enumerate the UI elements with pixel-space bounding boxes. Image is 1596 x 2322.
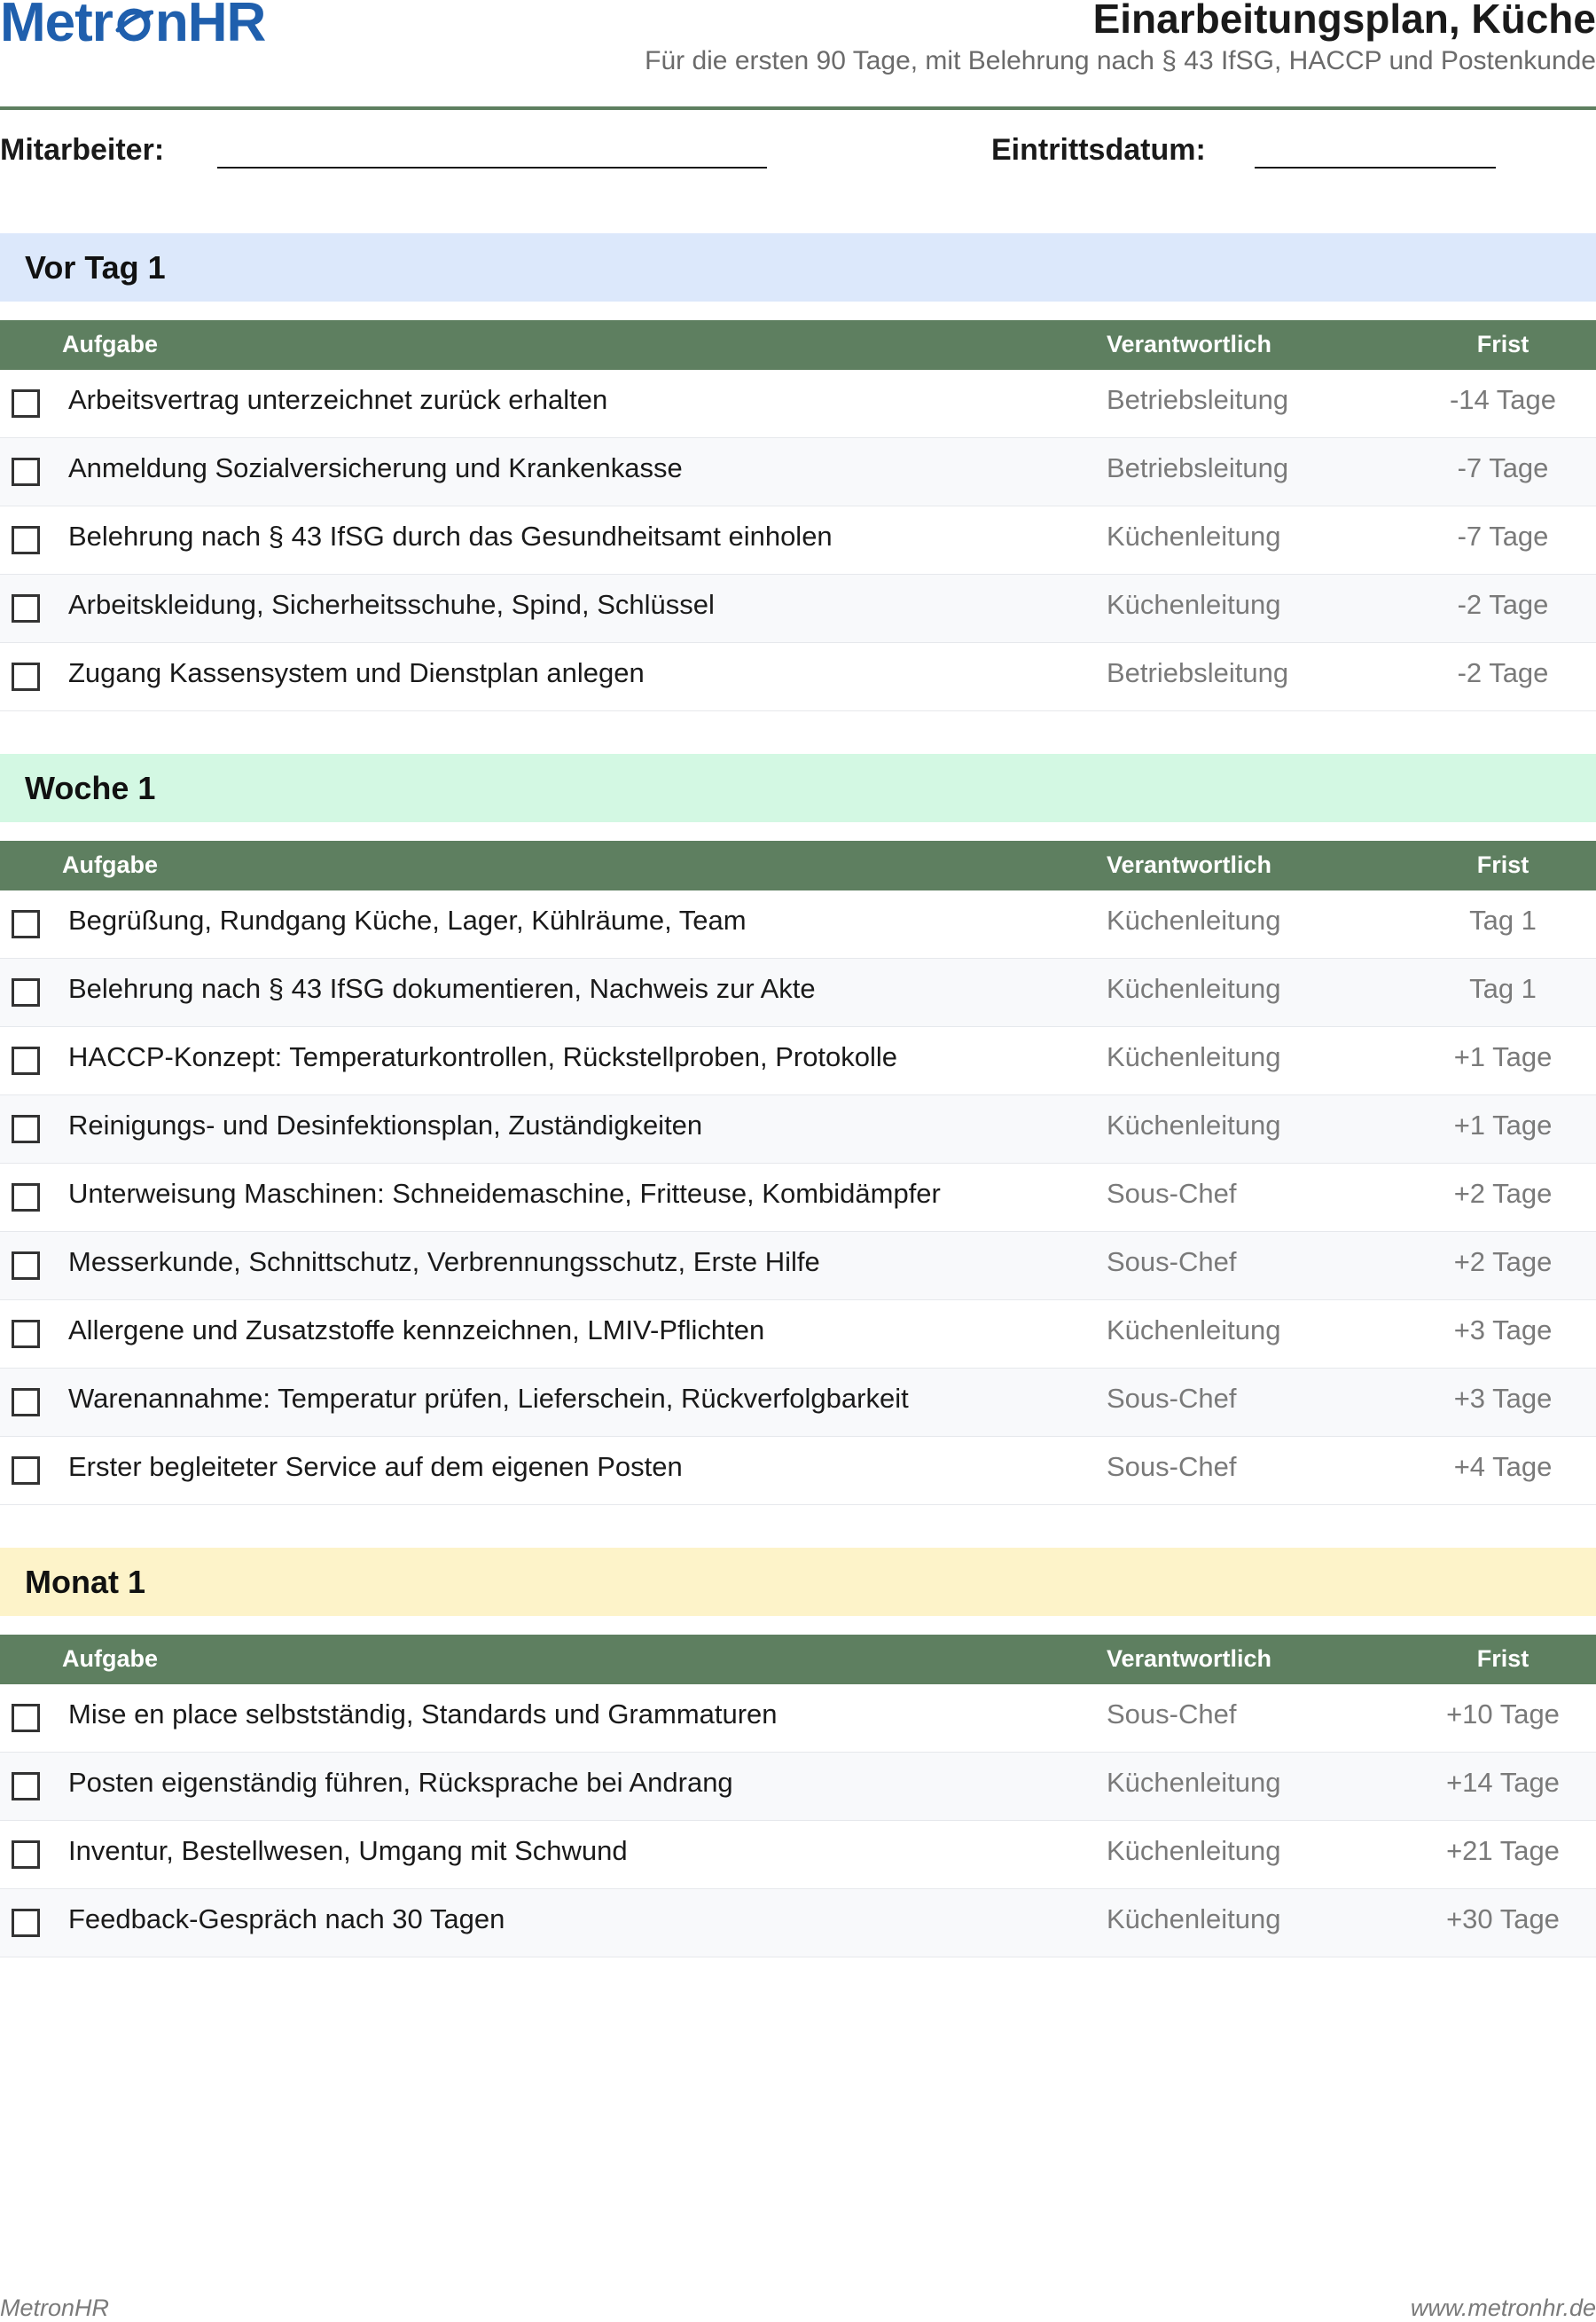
task-due: -2 Tage [1457,589,1549,620]
task-owner: Küchenleitung [1107,905,1281,936]
task-due: +30 Tage [1446,1903,1560,1934]
task-due: +3 Tage [1453,1314,1553,1345]
start-date-label: Eintrittsdatum: [991,133,1206,167]
task-text: Feedback-Gespräch nach 30 Tagen [68,1903,505,1934]
task-text: Belehrung nach § 43 IfSG dokumentieren, Nachweis zur Akte [68,973,816,1004]
table-row [0,1164,1596,1232]
task-checkbox[interactable] [12,1047,40,1075]
table-row [0,506,1596,575]
task-checkbox[interactable] [12,1456,40,1485]
table-row [0,643,1596,711]
table-row [0,1684,1596,1753]
document-title: Einarbeitungsplan, Küche [1092,0,1596,42]
task-text: Messerkunde, Schnittschutz, Verbrennungsschutz, Erste Hilfe [68,1246,820,1277]
employee-fields [0,133,1596,174]
table-row [0,1027,1596,1095]
table-row [0,1753,1596,1821]
task-due: +14 Tage [1446,1767,1560,1798]
employee-label: Mitarbeiter: [0,133,165,167]
table-header [0,320,1596,370]
task-checkbox[interactable] [12,1704,40,1732]
task-due: +1 Tage [1453,1110,1553,1141]
task-owner: Sous-Chef [1107,1178,1237,1209]
column-header-task: Aufgabe [62,851,158,878]
task-checkbox[interactable] [12,1388,40,1416]
footer-brand: MetronHR [0,2295,110,2321]
task-checkbox[interactable] [12,1115,40,1143]
task-text: Anmeldung Sozialversicherung und Krankenkasse [68,452,683,483]
task-due: +21 Tage [1446,1835,1560,1866]
column-header-owner: Verantwortlich [1107,331,1272,357]
task-due: +2 Tage [1453,1246,1553,1277]
table-row [0,438,1596,506]
task-owner: Küchenleitung [1107,1110,1281,1141]
task-owner: Küchenleitung [1107,973,1281,1004]
document-header [0,0,1596,110]
task-text: Erster begleiteter Service auf dem eigenen Posten [68,1451,683,1482]
task-text: Mise en place selbstständig, Standards und Grammaturen [68,1698,778,1730]
task-checkbox[interactable] [12,526,40,554]
task-checkbox[interactable] [12,1909,40,1937]
task-due: +1 Tage [1453,1041,1553,1072]
task-checkbox[interactable] [12,1320,40,1348]
start-date-field[interactable] [1255,167,1496,169]
task-owner: Sous-Chef [1107,1451,1237,1482]
section-title: Monat 1 [0,1548,1596,1616]
section-1 [0,233,1596,711]
table-header [0,1635,1596,1684]
task-owner: Küchenleitung [1107,589,1281,620]
task-owner: Küchenleitung [1107,1835,1281,1866]
task-owner: Sous-Chef [1107,1246,1237,1277]
document-subtitle: Für die ersten 90 Tage, mit Belehrung nach § 43 IfSG, HACCP und Postenkunde [645,46,1596,75]
table-row [0,1095,1596,1164]
task-text: Zugang Kassensystem und Dienstplan anlegen [68,657,645,688]
column-header-due: Frist [1476,851,1530,878]
table-header [0,841,1596,890]
column-header-due: Frist [1476,331,1530,357]
section-3 [0,1548,1596,1957]
task-owner: Küchenleitung [1107,1903,1281,1934]
employee-name-field[interactable] [217,167,767,169]
table-row [0,1889,1596,1957]
task-text: HACCP-Konzept: Temperaturkontrollen, Rückstellproben, Protokolle [68,1041,898,1072]
section-title: Woche 1 [0,754,1596,822]
task-owner: Betriebsleitung [1107,384,1289,415]
task-text: Arbeitskleidung, Sicherheitsschuhe, Spind, Schlüssel [68,589,715,620]
footer-website[interactable]: www.metronhr.de [1410,2295,1596,2321]
task-text: Begrüßung, Rundgang Küche, Lager, Kühlräume, Team [68,905,747,936]
section-title: Vor Tag 1 [0,233,1596,302]
task-owner: Küchenleitung [1107,1767,1281,1798]
task-due: +2 Tage [1453,1178,1553,1209]
table-row [0,1437,1596,1505]
task-due: -7 Tage [1457,452,1549,483]
task-text: Arbeitsvertrag unterzeichnet zurück erhalten [68,384,608,415]
task-checkbox[interactable] [12,910,40,938]
task-owner: Betriebsleitung [1107,452,1289,483]
task-checkbox[interactable] [12,389,40,418]
task-text: Reinigungs- und Desinfektionsplan, Zuständigkeiten [68,1110,703,1141]
task-checkbox[interactable] [12,594,40,623]
table-row [0,1369,1596,1437]
task-owner: Küchenleitung [1107,521,1281,552]
task-checkbox[interactable] [12,978,40,1007]
column-header-task: Aufgabe [62,331,158,357]
task-text: Allergene und Zusatzstoffe kennzeichnen, LMIV-Pflichten [68,1314,765,1345]
task-owner: Küchenleitung [1107,1314,1281,1345]
logo-text-start: Metr [0,0,113,53]
table-row [0,575,1596,643]
metronhr-logo [0,0,265,51]
task-due: -7 Tage [1457,521,1549,552]
task-text: Belehrung nach § 43 IfSG durch das Gesundheitsamt einholen [68,521,833,552]
task-text: Unterweisung Maschinen: Schneidemaschine, Fritteuse, Kombidämpfer [68,1178,941,1209]
task-owner: Sous-Chef [1107,1383,1237,1414]
column-header-task: Aufgabe [62,1645,158,1672]
section-2 [0,754,1596,1505]
logo-orbit-icon [114,4,153,43]
table-row [0,1821,1596,1889]
task-text: Posten eigenständig führen, Rücksprache bei Andrang [68,1767,733,1798]
task-owner: Betriebsleitung [1107,657,1289,688]
table-row [0,1300,1596,1369]
table-row [0,1232,1596,1300]
task-due: Tag 1 [1469,905,1537,936]
task-due: -2 Tage [1457,657,1549,688]
task-due: -14 Tage [1449,384,1557,415]
column-header-owner: Verantwortlich [1107,851,1272,878]
task-checkbox[interactable] [12,458,40,486]
task-due: +4 Tage [1453,1451,1553,1482]
task-checkbox[interactable] [12,1183,40,1212]
table-row [0,890,1596,959]
column-header-owner: Verantwortlich [1107,1645,1272,1672]
task-due: +3 Tage [1453,1383,1553,1414]
task-checkbox[interactable] [12,1251,40,1280]
task-checkbox[interactable] [12,663,40,691]
task-due: +10 Tage [1446,1698,1560,1730]
task-checkbox[interactable] [12,1772,40,1800]
task-text: Inventur, Bestellwesen, Umgang mit Schwund [68,1835,628,1866]
task-due: Tag 1 [1469,973,1537,1004]
table-row [0,370,1596,438]
column-header-due: Frist [1476,1645,1530,1672]
logo-text-end: nHR [154,0,266,53]
task-owner: Küchenleitung [1107,1041,1281,1072]
task-owner: Sous-Chef [1107,1698,1237,1730]
task-text: Warenannahme: Temperatur prüfen, Lieferschein, Rückverfolgbarkeit [68,1383,909,1414]
table-row [0,959,1596,1027]
task-checkbox[interactable] [12,1840,40,1869]
